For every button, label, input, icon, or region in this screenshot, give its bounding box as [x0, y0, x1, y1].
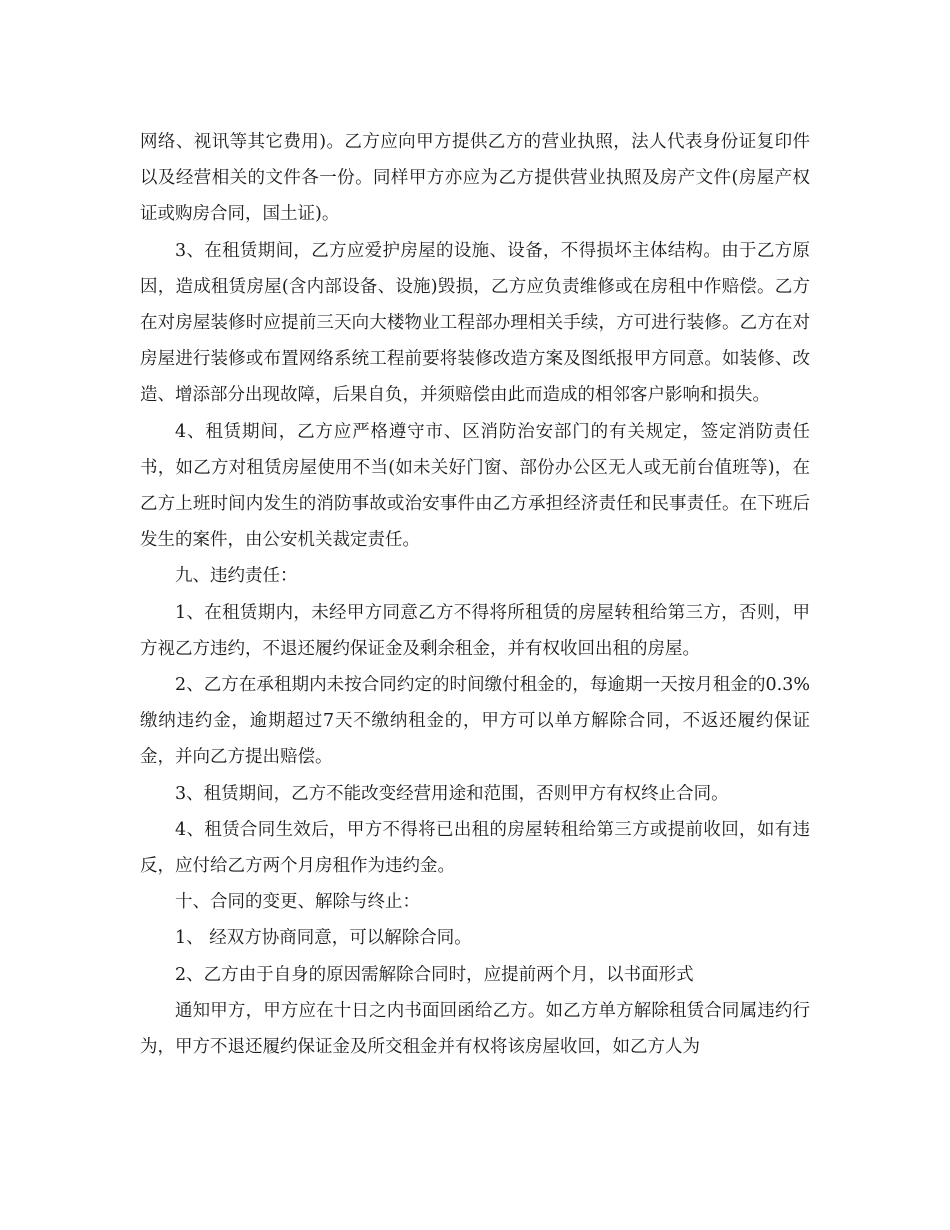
paragraph-termination-1: 1、 经双方协商同意，可以解除合同。: [175, 928, 472, 949]
paragraph-breach-4-landlord: 4、租赁合同生效后，甲方不得将已出租的房屋转租给第三方或提前收回，如有违反，应付给乙方两个月房租作为违约金。: [140, 819, 810, 877]
paragraph-termination-2: 2、乙方由于自身的原因需解除合同时，应提前两个月，以书面形式: [175, 964, 694, 985]
paragraph-breach-1-sublet: 1、在租赁期内，未经甲方同意乙方不得将所租赁的房屋转租给第三方，否则，甲方视乙方违约，不退还履约保证金及剩余租金，并有权收回出租的房屋。: [140, 602, 810, 659]
paragraph-fee-continuation: 网络、视讯等其它费用)。乙方应向甲方提供乙方的营业执照，法人代表身份证复印件以及经营相关的文件各一份。同样甲方亦应为乙方提供营业执照及房产文件(房屋产权证或购房合同，国土证)。: [140, 132, 810, 225]
paragraph-clause-4-fire-safety: 4、租赁期间，乙方应严格遵守市、区消防治安部门的有关规定，签定消防责任书，如乙方对租赁房屋使用不当(如未关好门窗、部份办公区无人或无前台值班等)，在乙方上班时间内发生的消防事故或治安事件由乙方承担经济责任和民事责任。在下班后发生的案件，由公安机关裁定责任。: [140, 421, 810, 551]
document-body: [140, 124, 810, 1065]
paragraph-breach-3-usage: 3、租赁期间，乙方不能改变经营用途和范围，否则甲方有权终止合同。: [175, 783, 729, 804]
section-heading-termination: 十、合同的变更、解除与终止：: [175, 892, 420, 913]
paragraph-termination-2-continued: 通知甲方，甲方应在十日之内书面回函给乙方。如乙方单方解除租赁合同属违约行为，甲方不退还履约保证金及所交租金并有权将该房屋收回，如乙方人为: [140, 1000, 810, 1058]
paragraph-clause-3-maintenance: 3、在租赁期间，乙方应爱护房屋的设施、设备，不得损坏主体结构。由于乙方原因，造成租赁房屋(含内部设备、设施)毁损，乙方应负责维修或在房租中作赔偿。乙方在对房屋装修时应提前三天向大楼物业工程部办理相关手续，方可进行装修。乙方在对房屋进行装修或布置网络系统工程前要将装修改造方案及图纸报甲方同意。如装修、改造、增添部分出现故障，后果自负，并须赔偿由此而造成的相邻客户影响和损失。: [140, 240, 810, 406]
section-heading-breach: 九、违约责任：: [175, 566, 298, 587]
paragraph-breach-2-late-rent: 2、乙方在承租期内未按合同约定的时间缴付租金的，每逾期一天按月租金的0.3%缴纳违约金，逾期超过7天不缴纳租金的，甲方可以单方解除合同，不返还履约保证金，并向乙方提出赔偿。: [140, 675, 810, 768]
